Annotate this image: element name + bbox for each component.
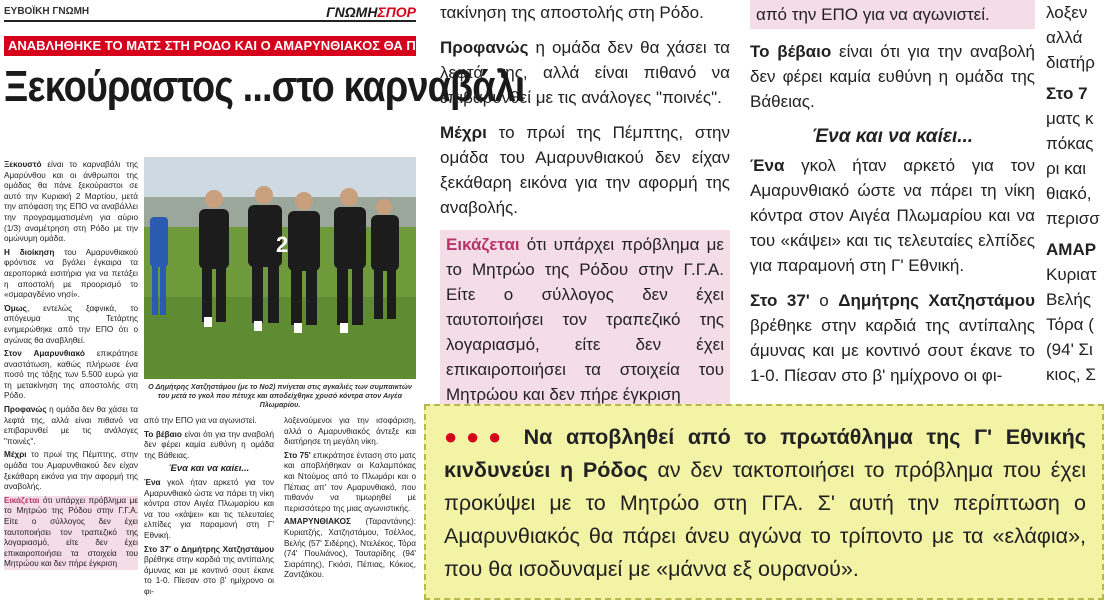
paragraph-text: το πρωί της Πέμπτης, στην ομάδα του Αμαρυνθιακού δεν είχαν ξεκάθαρη εικόνα για την αφορμή της αναβολής. (4, 450, 138, 492)
mini-paragraph (4, 349, 138, 402)
line: Κυριατ (1046, 265, 1097, 284)
kicker-banner: ΑΝΑΒΛΗΘΗΚΕ ΤΟ ΜΑΤΣ ΣΤΗ ΡΟΔΟ ΚΑΙ Ο ΑΜΑΡΥΝΘΙΑΚΟΣ ΘΑ ΠΑΕΙ... (4, 36, 416, 56)
paragraph-text: επικράτησε ένταση στο ματς και αποβλήθηκαν οι Καλαμπόκας και Ντούμος από το Πλωμάρι και ο Πέπιας απ' τον Αμαρυνθιακό, που πιθανόν να τιμωρηθεί με περισσότερο της μιας αγωνιστικής. (284, 450, 416, 513)
article-headline: Ξεκούραστος ...στο καρναβάλι (4, 62, 525, 111)
article-photo (144, 157, 416, 379)
paragraph-text: γκολ ήταν αρκετό για τον Αμαρυνθιακό ώστε να πάρει τη νίκη κόντρα στον Αιγέα Πλωμαρίου και να του «κάψει» και τις τελευταίες ελπίδες για παραμονή στη Γ' Εθνική. (144, 477, 274, 540)
mini-paragraph (4, 160, 138, 245)
highlight-paragraph: από την ΕΠΟ για να αγωνιστεί. (750, 0, 1035, 29)
paragraph-text: είναι ότι για την αναβολή δεν φέρει καμία ευθύνη η ομάδα της Βάθειας. (144, 429, 274, 460)
zoomed-column-b (750, 0, 1035, 398)
mini-paragraph: λοξενούμενοι για την ισοφάριση, αλλά ο Αμαρυνθιακός άντεξε και διατήρησε τη μεγάλη νίκη. (284, 416, 416, 447)
svg-text:2: 2 (276, 232, 289, 257)
line: περισσ (1046, 209, 1100, 228)
paper-name: ΕΥΒΟΪΚΗ ΓΝΩΜΗ (4, 6, 90, 17)
lead-word: ΑΜΑΡΥΝΘΙΑΚΟΣ (284, 517, 351, 527)
paragraph-text: (Ταραντάνης): Κυριατζής, Χατζηστάμου, Τσέλλος, Βελής (57' Σιδέρης), Ντελέκος, Τόρα (74' Πουλιάνος), Ταυταρίδης (94' Σιαράπης), Γκιόσι, Πέπιας, Κόκιος, Ζαντζάκου. (284, 517, 416, 580)
lead-word: Προφανώς (440, 38, 529, 57)
line: Τόρα ( (1046, 315, 1094, 334)
mini-paragraph (4, 450, 138, 492)
paragraph (440, 35, 730, 110)
mini-paragraph (4, 304, 138, 346)
paragraph-text: είναι ότι για την αναβολή δεν φέρει καμία ευθύνη η ομάδα της Βάθειας. (750, 42, 1035, 111)
paragraph (750, 153, 1035, 278)
lead-word: Στο 37' ο Δημήτρης Χατζηστάμου (144, 544, 274, 554)
mini-paragraph (144, 430, 274, 462)
page-header (4, 4, 416, 22)
callout-box (424, 404, 1104, 600)
callout-bold-text: Να αποβληθεί από το πρωτάθλημα της Γ' Εθνικής κινδυνεύει η Ρόδος (444, 425, 1086, 482)
section-title (326, 4, 416, 20)
mini-subheading: Ένα και να καίει... (168, 463, 250, 475)
player-name: Δημήτρης Χατζηστάμου (838, 291, 1035, 310)
line: Στο 7 (1046, 84, 1088, 103)
mini-paragraph (284, 517, 416, 581)
mini-paragraph (4, 248, 138, 301)
mini-paragraph (4, 405, 138, 447)
football-celebration-photo (144, 157, 416, 379)
zoomed-column-a (440, 0, 730, 419)
lead-word: Στο 75' (284, 450, 311, 460)
lead-word: Στο 37' (750, 291, 810, 310)
paragraph-text: η ομάδα δεν θα χάσει τα λεφτά της, αλλά είναι πιθανό να επιβαρυνθεί με τις ανάλογες "ποινές". (4, 405, 138, 446)
line: ρι και (1046, 159, 1087, 178)
line: Βελής (1046, 290, 1092, 309)
lead-word: Ένα (750, 156, 785, 175)
highlight-paragraph (440, 230, 730, 409)
line: ΑΜΑΡ (1046, 240, 1097, 259)
line: θιακό, (1046, 184, 1092, 203)
mini-paragraph (144, 545, 274, 598)
paragraph (750, 39, 1035, 114)
lead-word: Στον Αμαρυνθιακό (4, 349, 85, 359)
newspaper-page-thumbnail (0, 0, 525, 600)
paragraph-text: του Αμαρυνθιακού φρόντισε να βγάλει έγκαιρα τα αεροπορικά εισιτήρια για να πετάξει η αποστολή με προορισμό το «σμαραγδένιο νησί». (4, 247, 138, 300)
lead-word: Προφανώς (4, 405, 47, 415)
paragraph-text: το πρωί της Πέμπτης, στην ομάδα του Αμαρυνθιακού δεν είχαν ξεκάθαρη εικόνα για την αφορμή της αναβολής. (440, 123, 730, 217)
paragraph-text: ο (809, 291, 839, 310)
paragraph-text: επικράτησε αναστάτωση, καθώς πλήρωσε ένα ποσό της τάξης των 5.500 ευρώ για τη μετακίνηση της αποστολής στη Ρόδο. (4, 349, 138, 401)
lead-word: Το βέβαιο (750, 42, 832, 61)
lead-word: Η διοίκηση (4, 247, 55, 257)
mini-column-2 (144, 416, 274, 601)
line: πόκας (1046, 134, 1094, 153)
paragraph-text: βρέθηκε στην καρδιά της αντίπαλης άμυνας και με κοντινό σουτ έκανε το 1-0. Πίεσαν στο β' ημίχρονο οι φι- (144, 555, 274, 596)
section-title-b: ΣΠΟΡ (377, 4, 416, 20)
line: κιος, Σ (1046, 365, 1096, 384)
paragraph-text: ότι υπάρχει πρόβλημα με το Μητρώο της Ρόδου στην Γ.Γ.Α. Είτε ο σύλλογος δεν έχει ταυτοποιήσει τον τραπεζικό της λογαριασμό, είτε δεν έχει επικαιροποιήσει τα στοιχεία του Μητρώου και δεν πήρε έγκριση (4, 495, 138, 569)
photo-caption: Ο Δημήτρης Χατζηστάμου (με το Νο2) πνίγεται στις αγκαλιές των συμπαικτών του μετά το γκολ που πέτυχε και αποδείχθηκε χρυσό κόντρα στον Αιγέα Πλωμαρίου. (148, 382, 412, 409)
lead-word: Μέχρι (4, 450, 27, 460)
paragraph (750, 288, 1035, 388)
mini-column-1 (4, 160, 138, 573)
paragraph: τακίνηση της αποστολής στη Ρόδο. (440, 3, 704, 22)
lead-word: Το βέβαιο (144, 429, 182, 439)
subheading: Ένα και να καίει... (811, 126, 974, 147)
line: λοξεν (1046, 3, 1088, 22)
paragraph-text: η ομάδα δεν θα χάσει τα λεφτά της, αλλά είναι πιθανό να επιβαρυνθεί με τις ανάλογες "ποινές". (440, 38, 730, 107)
lead-word: Ξεκουστό (4, 160, 42, 169)
lead-word: Ένα (144, 477, 161, 487)
paragraph-text: , εντελώς ξαφνικά, το απόγευμα της Τετάρτης ενημερώθηκε από την ΕΠΟ ότι ο αγώνας θα αναβληθεί. (4, 303, 138, 345)
lead-word: Μέχρι (440, 123, 487, 142)
mini-paragraph: από την ΕΠΟ για να αγωνιστεί. (144, 416, 257, 425)
mini-paragraph (144, 478, 274, 542)
lead-word: Εικάζεται (446, 235, 520, 254)
paragraph-text: βρέθηκε στην καρδιά της αντίπαλης άμυνας και με κοντινό σουτ έκανε το 1-0. Πίεσαν στο β' ημίχρονο οι φι- (750, 316, 1035, 385)
line: ματς κ (1046, 109, 1094, 128)
callout-text: αν δεν τακτοποιήσει το πρόβλημα που έχει προκύψει με το Μητρώο στη ΓΓΑ. Σ' αυτή την περίπτωση ο Αμαρυνθιακός θα πάρει άνευ αγώνα το τρίποντο με τα «ελάφια», που θα ισοδυναμεί με «μάννα εξ ουρανού». (444, 458, 1086, 581)
paragraph (440, 120, 730, 220)
mini-paragraph (284, 451, 416, 515)
lead-word: Εικάζεται (4, 495, 40, 505)
line: (94' Σι (1046, 340, 1093, 359)
line: αλλά (1046, 28, 1083, 47)
zoomed-column-c-cropped (1046, 0, 1106, 387)
bullet-dots-icon: ●●● (444, 424, 510, 449)
line: διατήρ (1046, 53, 1095, 72)
paragraph-text: γκολ ήταν αρκετό για τον Αμαρυνθιακό ώστε να πάρει τη νίκη κόντρα στον Αιγέα Πλωμαρίου και να του «κάψει» και τις τελευταίες ελπίδες για παραμονή στη Γ' Εθνική. (750, 156, 1035, 275)
mini-highlight-paragraph (4, 496, 138, 570)
section-title-a: ΓΝΩΜΗ (326, 4, 378, 20)
paragraph-text: είναι το καρναβάλι της Αμαρύνθου και οι άνθρωποι της ομάδας θα πάνε ξεκούραστοι σε αυτό την Κυριακή 2 Μαρτίου, μετά την απόφαση της ΕΠΟ να αναβάλλει την προγραμματισμένη για αύριο (1/3) αναμέτρηση στη Ρόδο με την ομώνυμη ομάδα. (4, 160, 138, 244)
paragraph-text: ότι υπάρχει πρόβλημα με το Μητρώο της Ρόδου στην Γ.Γ.Α. Είτε ο σύλλογος δεν έχει ταυτοποιήσει τον τραπεζικό της λογαριασμό, είτε δεν έχει επικαιροποιήσει τα στοιχεία του Μητρώου και δεν πήρε έγκριση (446, 235, 724, 404)
mini-column-3 (284, 416, 416, 584)
lead-word: Όμως (4, 303, 27, 313)
